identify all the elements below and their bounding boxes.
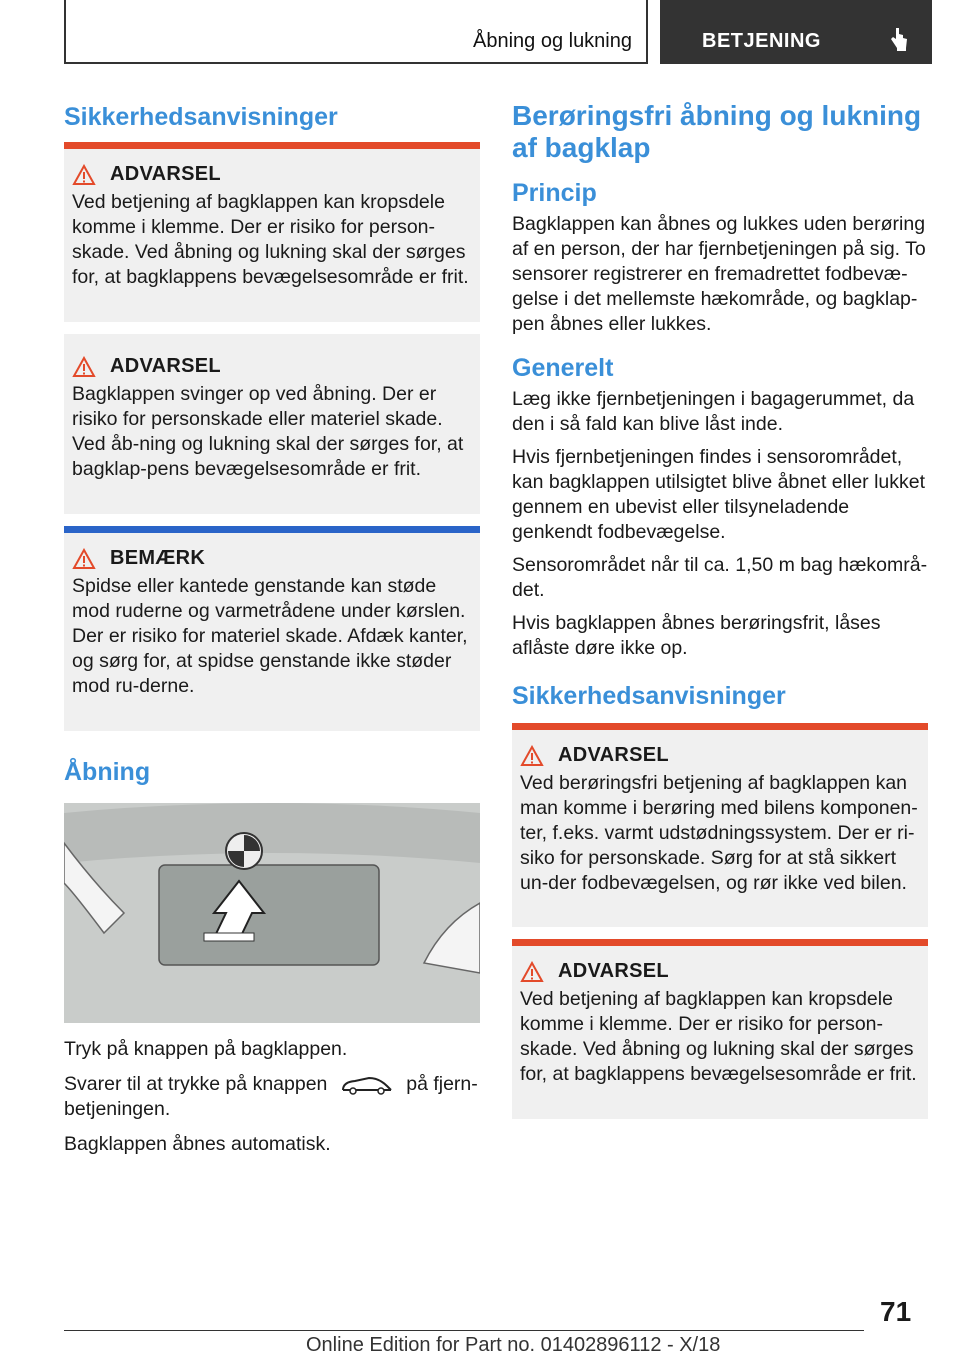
right-column xyxy=(512,100,928,1119)
hand-pointer-icon xyxy=(888,26,910,52)
warning-text: Bagklappen svinger op ved åbning. Der er risiko for personskade eller materiel skade. Ved åb-ning og lukning skal der sørges for, at bagklap-pens bevægelsesområde er frit. xyxy=(72,383,464,480)
note-label: BEMÆRK xyxy=(110,547,206,569)
warning-label: ADVARSEL xyxy=(558,744,669,766)
warning-box xyxy=(512,723,928,927)
page-number: 71 xyxy=(880,1296,912,1327)
warning-triangle-icon xyxy=(72,356,96,378)
note-box xyxy=(64,526,480,731)
chapter-tab xyxy=(64,0,648,64)
body-paragraph-part: Svarer til at trykke på knappen xyxy=(64,1073,328,1095)
body-paragraph: Sensorområdet når til ca. 1,50 m bag hækområ-det. xyxy=(512,554,928,601)
footer-divider xyxy=(64,1330,864,1331)
warning-triangle-icon xyxy=(72,548,96,570)
body-paragraph: Bagklappen kan åbnes og lukkes uden berøring af en person, der har fjernbetjeningen på sig. To sensorer registrerer en fremadrettet fodbevæ-gelse i det mellemste hækområde, og bagklap-pen åbnes eller lukkes. xyxy=(512,213,926,335)
section-tab xyxy=(660,0,932,64)
main-heading: Berøringsfri åbning og lukning af bagklap xyxy=(512,100,922,163)
body-paragraph: Hvis bagklappen åbnes berøringsfrit, låses aflåste døre ikke op. xyxy=(512,612,881,659)
warning-triangle-icon xyxy=(72,164,96,186)
note-text: Spidse eller kantede genstande kan støde mod ruderne og varmetrådene under kørslen. Der er risiko for materiel skade. Afdæk kanter, og sørg for, at spidse genstande ikke støder mod ru-derne. xyxy=(72,575,468,697)
section-title: BETJENING xyxy=(702,30,821,52)
tailgate-illustration xyxy=(64,803,480,1023)
general-heading: Generelt xyxy=(512,354,614,382)
warning-box xyxy=(64,334,480,514)
opening-heading: Åbning xyxy=(64,758,151,786)
warning-text: Ved betjening af bagklappen kan kropsdele komme i klemme. Der er risiko for person-skade. Ved åbning og lukning skal der sørges for, at bagklappens bevægelsesområde er frit. xyxy=(72,191,469,288)
body-paragraph xyxy=(64,1072,480,1122)
warning-text: Ved berøringsfri betjening af bagklappen kan man komme i berøring med bilens komponen-ter, f.eks. varmt udstødningssystem. Der er ri-siko for personskade. Sørg for at stå sikkert un-der fodbevægelsen, og rør ikke ved bilen. xyxy=(520,772,918,894)
body-paragraph: Hvis fjernbetjeningen findes i sensorområdet, kan bagklappen utilsigtet blive åbnet eller lukket gennem en ubevist eller tilsyneladende genkendt fodbevægelse. xyxy=(512,446,926,543)
body-paragraph-part: på fjern-betjeningen. xyxy=(64,1073,478,1120)
principle-heading: Princip xyxy=(512,179,597,207)
warning-label: ADVARSEL xyxy=(558,960,669,982)
warning-triangle-icon xyxy=(520,961,544,983)
safety-heading: Sikkerhedsanvisninger xyxy=(64,103,338,131)
warning-box xyxy=(512,939,928,1119)
tailgate-button-icon xyxy=(339,1074,395,1096)
warning-box xyxy=(64,142,480,322)
body-paragraph: Tryk på knappen på bagklappen. xyxy=(64,1038,348,1060)
edition-footer: Online Edition for Part no. 01402896112 - X/18 xyxy=(306,1334,721,1356)
body-paragraph: Bagklappen åbnes automatisk. xyxy=(64,1133,331,1155)
body-paragraph: Læg ikke fjernbetjeningen i bagagerummet, da den i så fald kan blive låst inde. xyxy=(512,388,915,435)
warning-text: Ved betjening af bagklappen kan kropsdele komme i klemme. Der er risiko for person-skade. Ved åbning og lukning skal der sørges for, at bagklappens bevægelsesområde er frit. xyxy=(520,988,917,1085)
page-header xyxy=(64,0,932,64)
warning-triangle-icon xyxy=(520,745,544,767)
chapter-title: Åbning og lukning xyxy=(472,30,632,52)
safety-heading: Sikkerhedsanvisninger xyxy=(512,682,786,710)
warning-label: ADVARSEL xyxy=(110,355,221,377)
warning-label: ADVARSEL xyxy=(110,163,221,185)
left-column xyxy=(64,100,480,1157)
